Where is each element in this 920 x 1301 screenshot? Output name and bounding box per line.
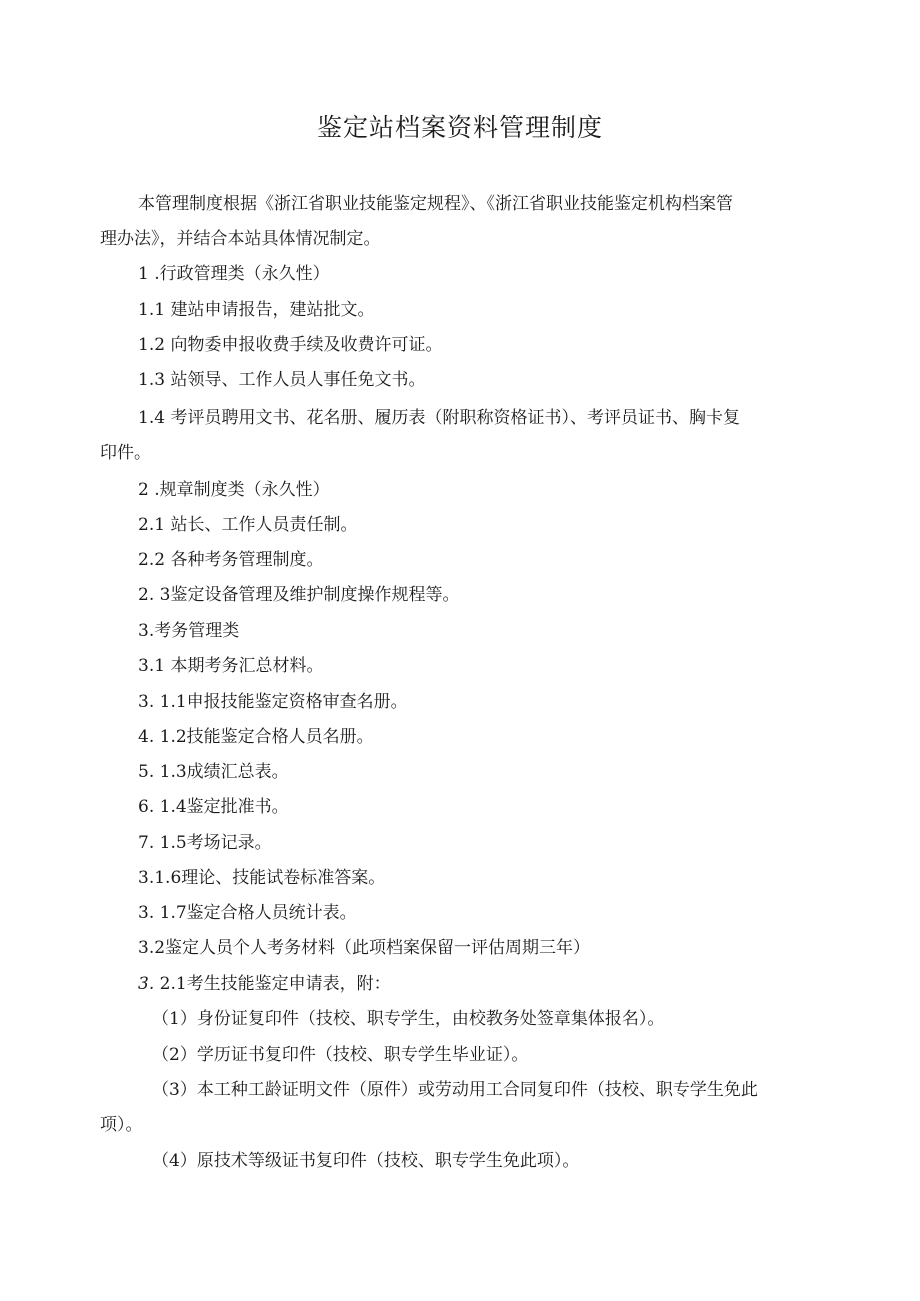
- item-1-2: 1.2 向物委申报收费手续及收费许可证。: [138, 335, 443, 355]
- item-2-1: 2.1 站长、工作人员责任制。: [138, 515, 358, 535]
- document-title: 鉴定站档案资料管理制度: [316, 113, 603, 142]
- item-2-2: 2.2 各种考务管理制度。: [138, 550, 324, 570]
- item-1-3: 1.3 站领导、工作人员人事任免文书。: [138, 370, 426, 390]
- item-3-1-5: 7. 1.5考场记录。: [138, 833, 272, 853]
- item-3-2: 3.2鉴定人员个人考务材料（此项档案保留一评估周期三年）: [138, 938, 591, 958]
- item-3-1-7: 3. 1.7鉴定合格人员统计表。: [138, 903, 357, 923]
- item-1-4-line-2: 印件。: [100, 443, 151, 463]
- item-3-1-2: 4. 1.2技能鉴定合格人员名册。: [138, 727, 374, 747]
- item-1-1: 1.1 建站申请报告，建站批文。: [138, 300, 375, 320]
- attachment-1: （1）身份证复印件（技校、职专学生，由校教务处签章集体报名）。: [152, 1009, 665, 1029]
- section-1-heading: 1 .行政管理类（永久性）: [138, 264, 330, 284]
- item-3-2-1: [138, 970, 391, 998]
- item-3-2-1-text: 2.1考生技能鉴定申请表，附：: [154, 974, 391, 994]
- section-3-heading: 3.考务管理类: [138, 621, 240, 641]
- item-3-1-3: 5. 1.3成绩汇总表。: [138, 762, 289, 782]
- item-2-3: 2. 3鉴定设备管理及维护制度操作规程等。: [138, 585, 460, 605]
- intro-paragraph-line-2: 理办法》，并结合本站具体情况制定。: [100, 229, 381, 249]
- item-3-2-1-number: 3.: [138, 974, 155, 994]
- item-3-1-4: 6. 1.4鉴定批准书。: [138, 797, 289, 817]
- item-3-1-1: 3. 1.1申报技能鉴定资格审查名册。: [138, 692, 408, 712]
- attachment-2: （2）学历证书复印件（技校、职专学生毕业证）。: [152, 1045, 529, 1065]
- item-3-1-6: 3.1.6理论、技能试卷标准答案。: [138, 868, 386, 888]
- item-3-1: 3.1 本期考务汇总材料。: [138, 656, 324, 676]
- attachment-4: （4）原技术等级证书复印件（技校、职专学生免此项）。: [152, 1151, 580, 1171]
- section-2-heading: 2 .规章制度类（永久性）: [138, 480, 330, 500]
- attachment-3-line-2: 项）。: [100, 1115, 143, 1135]
- item-1-4-line-1: 1.4 考评员聘用文书、花名册、履历表（附职称资格证书）、考评员证书、胸卡复: [138, 408, 740, 428]
- attachment-3-line-1: （3）本工种工龄证明文件（原件）或劳动用工合同复印件（技校、职专学生免此: [152, 1080, 758, 1100]
- intro-paragraph-line-1: 本管理制度根据《浙江省职业技能鉴定规程》、《浙江省职业技能鉴定机构档案管: [138, 194, 733, 214]
